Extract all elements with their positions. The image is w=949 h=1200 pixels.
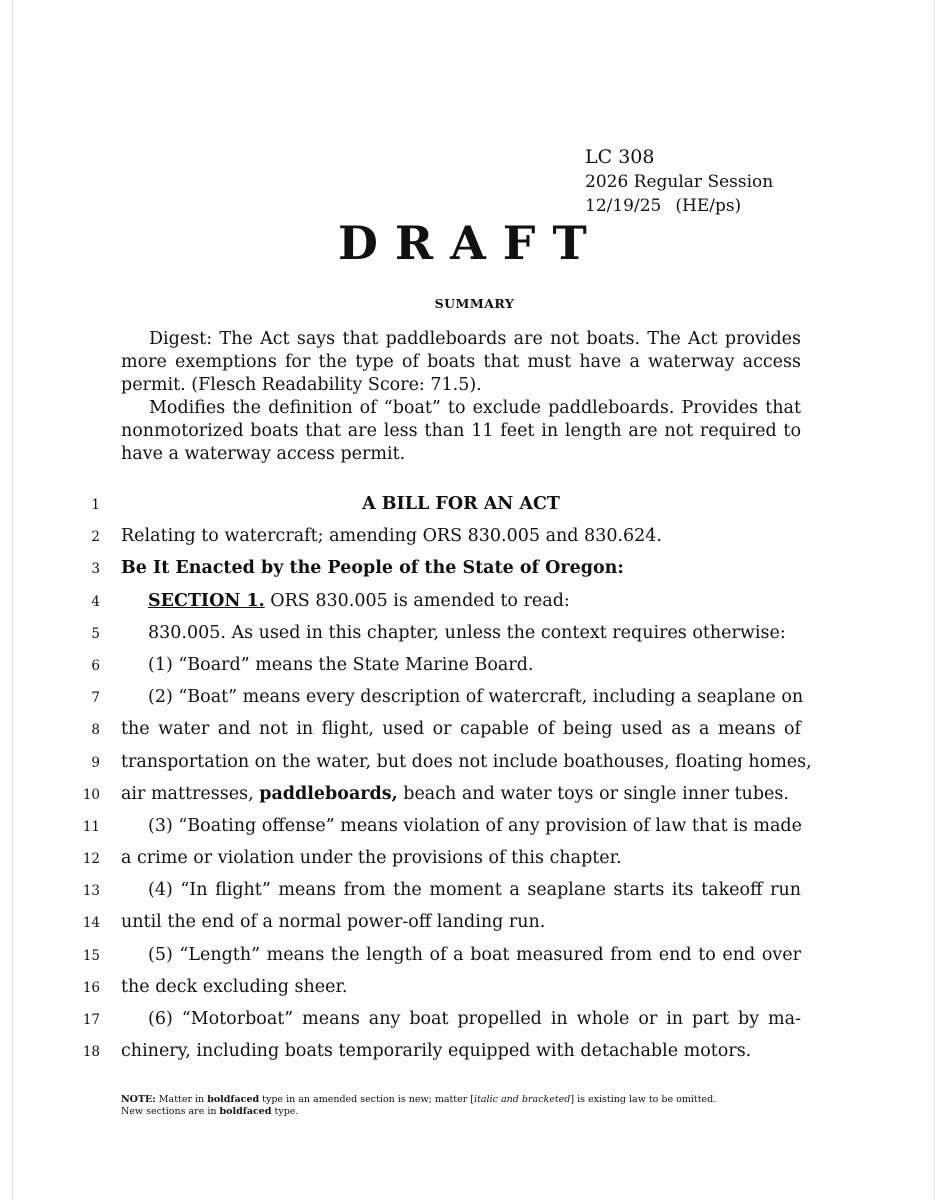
footnote <box>121 1094 801 1118</box>
bill-text: until the end of a normal power-off landing run. <box>121 912 546 933</box>
line-number: 3 <box>91 561 100 578</box>
section-label: SECTION 1. <box>148 590 265 611</box>
line-number: 4 <box>91 593 100 610</box>
note-bold: boldfaced <box>219 1106 272 1117</box>
line-number: 14 <box>82 915 100 932</box>
bill-text-part: air mattresses, <box>121 783 260 804</box>
note-text: Matter in <box>155 1094 208 1105</box>
bill-text: (6) “Motorboat” means any boat propelled in whole or in part by ma- <box>148 1009 801 1029</box>
draft-title: DRAFT <box>338 216 604 270</box>
line-number: 7 <box>91 690 100 707</box>
bill-line <box>0 1035 949 1067</box>
line-number: 6 <box>91 657 100 674</box>
line-number: 16 <box>82 979 100 996</box>
bill-text: a crime or violation under the provisions of this chapter. <box>121 848 622 869</box>
note-label: NOTE: <box>121 1094 156 1105</box>
drafter-initials: (HE/ps) <box>675 196 742 216</box>
bill-line <box>0 552 949 584</box>
section-text: ORS 830.005 is amended to read: <box>264 590 570 611</box>
bill-line <box>0 810 949 842</box>
lc-number: LC 308 <box>585 146 655 168</box>
summary-modifies: Modifies the definition of “boat” to exclude paddleboards. Provides that nonmotorized boats that are less than 11 feet in length are not required to have a waterway access permit. <box>121 398 801 464</box>
draft-date: 12/19/25 <box>585 196 662 216</box>
bill-line <box>0 1003 949 1035</box>
note-text: ] is existing law to be omitted. <box>570 1094 717 1105</box>
line-number: 18 <box>82 1044 100 1061</box>
bill-line <box>0 939 949 971</box>
bill-text: (4) “In flight” means from the moment a seaplane starts its takeoff run <box>148 880 801 901</box>
bill-line <box>0 520 949 552</box>
bill-line <box>0 746 949 778</box>
bill-line <box>0 681 949 713</box>
note-text: type in an amended section is new; matter [ <box>259 1094 475 1105</box>
bill-line <box>0 488 949 520</box>
bill-text: the water and not in flight, used or capable of being used as a means of <box>121 719 801 740</box>
bill-text: the deck excluding sheer. <box>121 976 348 997</box>
bill-line <box>0 713 949 745</box>
bill-line <box>0 617 949 649</box>
line-number: 15 <box>82 947 100 964</box>
footnote-line-1 <box>121 1094 801 1106</box>
bill-text: (2) “Boat” means every description of watercraft, including a seaplane on <box>148 687 804 708</box>
bill-text: 830.005. As used in this chapter, unless the context requires otherwise: <box>148 622 786 643</box>
line-number: 2 <box>91 529 100 546</box>
date-line <box>585 194 773 218</box>
bill-line <box>0 842 949 874</box>
note-bold: boldfaced <box>207 1094 260 1105</box>
bill-line <box>0 649 949 681</box>
bill-line <box>0 906 949 938</box>
line-number: 5 <box>91 625 100 642</box>
line-number: 8 <box>91 722 100 739</box>
bill-body <box>0 488 949 1067</box>
bill-line <box>0 971 949 1003</box>
bill-title: A BILL FOR AN ACT <box>362 494 560 514</box>
bill-text: (3) “Boating offense” means violation of any provision of law that is made <box>148 815 802 836</box>
bill-text: (1) “Board” means the State Marine Board. <box>148 654 534 675</box>
footnote-line-2 <box>121 1106 801 1118</box>
enacting-clause: Be It Enacted by the People of the State of Oregon: <box>121 558 624 579</box>
note-text: type. <box>271 1106 299 1117</box>
document-header <box>585 144 773 218</box>
bill-line <box>0 778 949 810</box>
line-number: 11 <box>82 818 100 835</box>
relating-clause: Relating to watercraft; amending ORS 830.005 and 830.624. <box>121 526 662 547</box>
line-number: 13 <box>82 883 100 900</box>
line-number: 10 <box>82 786 100 803</box>
bill-text-part: beach and water toys or single inner tubes. <box>397 783 789 804</box>
new-matter-paddleboards: paddleboards, <box>259 783 398 804</box>
line-number: 1 <box>91 497 100 513</box>
bill-line <box>0 874 949 906</box>
line-number: 9 <box>91 754 100 771</box>
summary <box>121 328 801 466</box>
summary-heading: SUMMARY <box>434 296 515 311</box>
section-1 <box>148 585 801 617</box>
note-italic: italic and bracketed <box>474 1094 571 1105</box>
summary-digest: Digest: The Act says that paddleboards are not boats. The Act provides more exemptions for the type of boats that must have a waterway access permit. (Flesch Readability Score: 71.5). <box>121 329 801 395</box>
bill-text: (5) “Length” means the length of a boat measured from end to end over <box>148 944 801 965</box>
line-number: 17 <box>82 1012 100 1028</box>
note-text: New sections are in <box>121 1106 220 1117</box>
line-number: 12 <box>82 851 100 868</box>
bill-text <box>121 778 801 810</box>
bill-text: transportation on the water, but does not include boathouses, floating homes, <box>121 751 812 772</box>
bill-text: chinery, including boats temporarily equipped with detachable motors. <box>121 1041 752 1062</box>
bill-line <box>0 585 949 617</box>
session: 2026 Regular Session <box>585 172 774 192</box>
